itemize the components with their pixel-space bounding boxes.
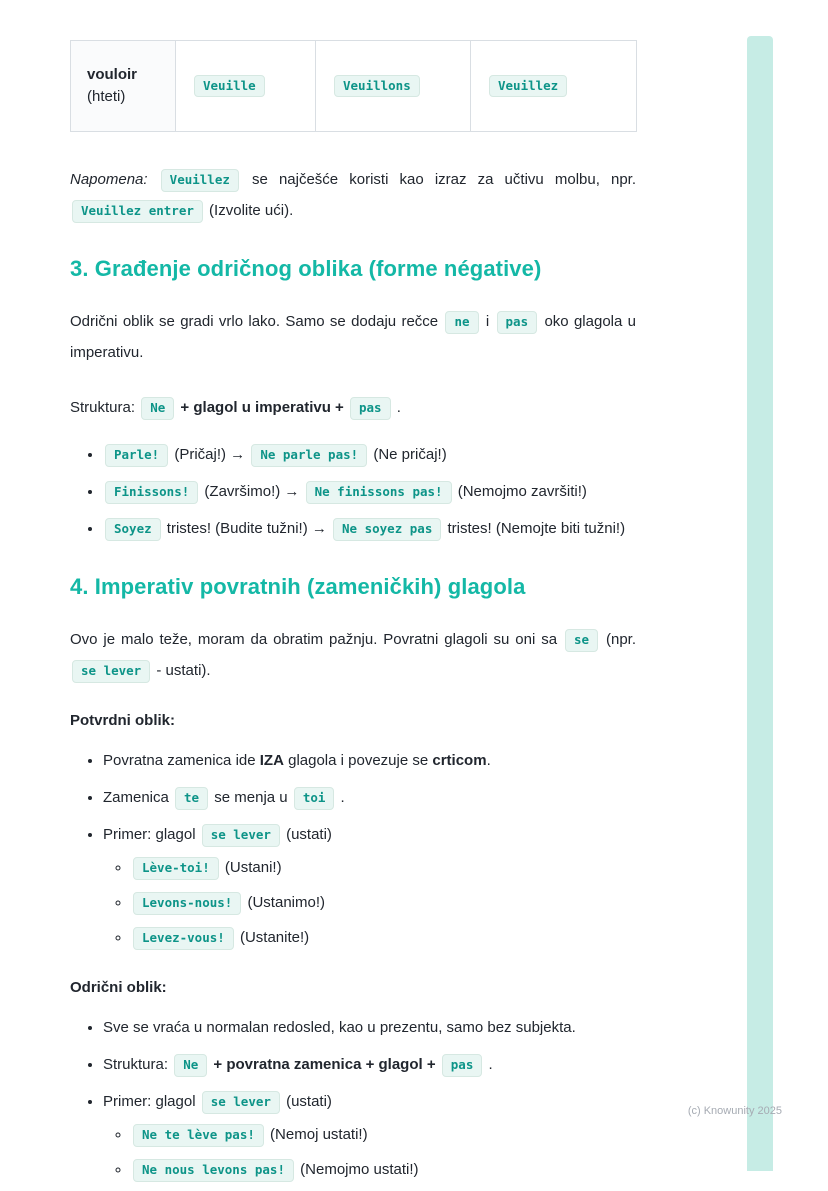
verb-name: vouloir	[87, 66, 138, 84]
list-item	[103, 1049, 636, 1080]
code-chip: Levons-nous!	[133, 892, 241, 915]
code-chip: ne	[445, 311, 478, 334]
code-chip: se	[565, 629, 598, 652]
code-chip: Ne nous levons pas!	[133, 1159, 294, 1182]
list-item	[103, 1012, 636, 1043]
text-segment: se menja u	[210, 789, 292, 806]
text-segment: .	[336, 789, 345, 806]
code-chip: Veuillez entrer	[72, 200, 203, 223]
code-chip: Parle!	[105, 444, 168, 467]
affirmative-form-label: Potvrdni oblik:	[70, 712, 175, 729]
text-segment: glagola i povezuje se	[283, 752, 433, 769]
text-segment: (Nemojmo ustati!)	[296, 1161, 419, 1178]
list-item	[103, 476, 636, 507]
text-segment: Primer: glagol	[103, 1093, 200, 1110]
text-segment: tristes! (Nemojte biti tužni!)	[443, 520, 626, 537]
text-segment: (ustati)	[281, 1093, 332, 1110]
text-segment: + glagol u imperativu +	[176, 399, 348, 416]
section-4-intro	[70, 624, 636, 686]
code-chip: se lever	[202, 824, 280, 847]
text-segment: (Ustani!)	[220, 859, 282, 876]
code-chip: Veuillez	[161, 169, 239, 192]
text-segment: Struktura:	[70, 399, 140, 416]
code-chip: toi	[294, 787, 335, 810]
affirmative-sub-list	[103, 852, 636, 953]
text-segment: (ustati)	[281, 826, 332, 843]
text-segment: .	[486, 752, 491, 769]
text-segment: (Ne pričaj!)	[369, 446, 447, 463]
code-chip: Ne finissons pas!	[306, 481, 452, 504]
code-chip: Veuillons	[334, 75, 420, 98]
text-segment: Povratna zamenica ide	[103, 752, 260, 769]
section-3-structure	[70, 392, 636, 423]
code-chip: Soyez	[105, 518, 161, 541]
verb-translation: (hteti)	[87, 88, 126, 105]
list-item	[103, 513, 636, 544]
text-segment: (Ustanite!)	[235, 929, 310, 946]
negative-bullet-list	[70, 1012, 636, 1185]
list-item-text	[103, 1093, 332, 1110]
text-segment: (Ustanimo!)	[243, 894, 325, 911]
text-segment: .	[484, 1056, 493, 1073]
page-edge-strip	[747, 36, 773, 1171]
conjugation-table	[70, 40, 637, 132]
code-chip: Veuille	[194, 75, 265, 98]
table-cell-tu	[176, 41, 316, 132]
code-chip: Ne parle pas!	[251, 444, 367, 467]
section-3-heading: 3. Građenje odričnog oblika (forme négative)	[70, 256, 542, 281]
text-segment: .	[392, 399, 401, 416]
text-segment: Napomena:	[70, 171, 159, 188]
code-chip: Ne soyez pas	[333, 518, 441, 541]
verb-cell	[71, 41, 176, 132]
text-segment: (npr.	[600, 631, 636, 648]
list-item	[103, 1086, 636, 1185]
section-3-intro	[70, 306, 636, 368]
text-segment: i	[480, 313, 495, 330]
code-chip: Levez-vous!	[133, 927, 234, 950]
text-segment: Odrični oblik se gradi vrlo lako. Samo se dodaju rečce	[70, 313, 444, 330]
code-chip: se lever	[202, 1091, 280, 1114]
list-item	[103, 439, 636, 470]
sub-list-item	[131, 1119, 636, 1150]
sub-list-item	[131, 852, 636, 883]
text-segment: Zamenica	[103, 789, 174, 806]
list-item	[103, 782, 636, 813]
table-row	[71, 41, 637, 132]
text-segment: (Završimo!) →	[200, 483, 304, 500]
section-3-bullet-list	[70, 439, 636, 544]
code-chip: Finissons!	[105, 481, 198, 504]
text-segment: + povratna zamenica + glagol +	[209, 1056, 440, 1073]
negative-sub-list	[103, 1119, 636, 1185]
table-cell-vous	[471, 41, 637, 132]
code-chip: te	[175, 787, 208, 810]
list-item	[103, 819, 636, 953]
code-chip: Ne	[141, 397, 174, 420]
code-chip: Ne	[174, 1054, 207, 1077]
sub-list-item	[131, 922, 636, 953]
code-chip: Veuillez	[489, 75, 567, 98]
code-chip: se lever	[72, 660, 150, 683]
code-chip: Lève-toi!	[133, 857, 219, 880]
text-segment: Sve se vraća u normalan redosled, kao u prezentu, samo bez subjekta.	[103, 1019, 576, 1036]
text-segment: se najčešće koristi kao izraz za učtivu molbu, npr.	[240, 171, 637, 188]
copyright-watermark: (c) Knowunity 2025	[687, 1105, 782, 1117]
text-segment: - ustati).	[152, 662, 211, 679]
list-item	[103, 745, 636, 776]
note-paragraph	[70, 164, 636, 226]
text-segment: (Pričaj!) →	[170, 446, 250, 463]
text-segment: IZA	[259, 752, 284, 769]
code-chip: pas	[442, 1054, 483, 1077]
text-segment: (Nemojmo završiti!)	[453, 483, 587, 500]
sub-list-item	[131, 1154, 636, 1185]
text-segment: (Nemoj ustati!)	[265, 1126, 368, 1143]
section-4-heading: 4. Imperativ povratnih (zameničkih) glagola	[70, 574, 526, 599]
negative-form-label: Odrični oblik:	[70, 979, 167, 996]
text-segment: tristes! (Budite tužni!) →	[162, 520, 332, 537]
table-cell-nous	[316, 41, 471, 132]
document-content	[70, 40, 636, 1191]
affirmative-bullet-list	[70, 745, 636, 953]
code-chip: pas	[497, 311, 538, 334]
text-segment: Struktura:	[103, 1056, 173, 1073]
code-chip: Ne te lève pas!	[133, 1124, 264, 1147]
text-segment: Primer: glagol	[103, 826, 200, 843]
text-segment: Ovo je malo teže, moram da obratim pažnju. Povratni glagoli su oni sa	[70, 631, 563, 648]
text-segment: (Izvolite ući).	[204, 202, 294, 219]
text-segment: crticom	[432, 752, 487, 769]
text-segment: oko glagola u imperativu.	[70, 313, 637, 361]
code-chip: pas	[350, 397, 391, 420]
sub-list-item	[131, 887, 636, 918]
list-item-text	[103, 826, 332, 843]
